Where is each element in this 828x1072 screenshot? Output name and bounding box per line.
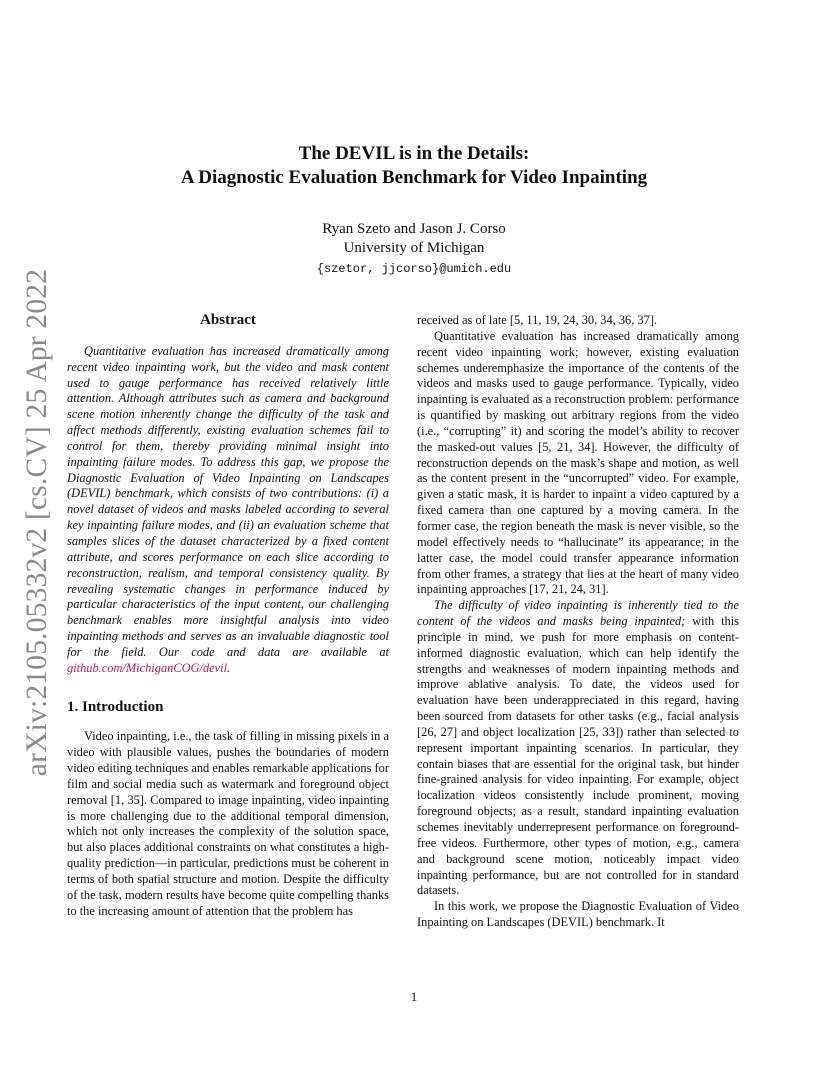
code-link[interactable]: github.com/MichiganCOG/devil [67,660,228,675]
left-column [67,313,389,920]
title-line-2: A Diagnostic Evaluation Benchmark for Video Inpainting [180,167,648,188]
paper-title [0,142,828,190]
abstract-heading: Abstract [200,312,256,328]
right-paragraph-0: received as of late [5, 11, 19, 24, 30, 34, 36, 37]. [417,313,658,327]
right-column [417,313,739,931]
right-paragraph-2 [417,598,739,899]
arxiv-stamp [18,268,58,776]
author-email: {szetor, jjcorso}@umich.edu [316,262,512,276]
abstract-section [67,313,389,677]
arxiv-identifier: arXiv:2105.05332v2 [cs.CV] 25 Apr 2022 [21,268,54,776]
introduction-heading: 1. Introduction [67,698,164,715]
abstract-end: . [227,660,231,675]
right-paragraph-3: In this work, we propose the Diagnostic Evaluation of Video Inpainting on Landscapes (DEVIL) benchmark. It [417,899,739,930]
author-block [0,220,828,279]
author-names: Ryan Szeto and Jason J. Corso [322,221,506,237]
right-paragraph-2-body: with this principle in mind, we push for more emphasis on content-informed diagnostic evaluation, which can help identify the strengths and weaknesses of modern inpainting methods and improve ablative analysis. To date, the videos used for evaluation have been underappreciated in this regard, having been sourced from datasets for other tasks (e.g., facial analysis [26, 27] and object localization [25, 33]) rather than selected to represent important inpainting scenarios. In particular, they contain biases that are essential for the original task, but hinder fine-grained analysis for video inpainting. For example, object localization videos consistently include prominent, moving foreground objects; as a result, standard inpainting evaluation schemes inevitably underrepresent performance on foreground-free videos. Furthermore, other types of motion, e.g., camera and background scene motion, noticeably impact video inpainting performance, but are not controlled for in standard datasets. [417,614,739,898]
title-line-1: The DEVIL is in the Details: [298,143,530,164]
abstract-text [67,344,389,677]
page-number: 1 [410,990,418,1004]
introduction-paragraph-1: Video inpainting, i.e., the task of filling in missing pixels in a video with plausible values, pushes the boundaries of modern video editing techniques and enables remarkable applications for film and social media such as watermark and foreground object removal [1, 35]. Compared to image inpainting, video inpainting is more challenging due to the additional temporal dimension, which not only increases the complexity of the solution space, but also places additional constraints on what constitutes a high-quality prediction—in particular, predictions must be coherent in terms of both spatial structure and motion. Despite the difficulty of the task, modern results have become quite compelling thanks to the increasing amount of attention that the problem has [67,729,389,918]
right-paragraph-2-emphasis: The difficulty of video inpainting is inherently tied to the content of the videos and masks being inpainted; [417,598,739,629]
right-paragraph-1: Quantitative evaluation has increased dramatically among recent video inpainting work; however, existing evaluation schemes underemphasize the importance of the contents of the videos and masks used to gauge performance. Typically, video inpainting is evaluated as a reconstruction problem: performance is quantified by masking out arbitrary regions from the video (i.e., “corrupting” it) and scoring the model’s ability to recover the masked-out values [5, 21, 34]. However, the difficulty of reconstruction depends on the mask’s shape and motion, as well as the content present in the “uncorrupted” video. For example, given a static mask, it is harder to inpaint a video captured by a fixed camera than one captured by a moving camera. In the former case, the region beneath the mask is never visible, so the model effectively needs to “hallucinate” its appearance; in the latter case, the model could transfer appearance information from other frames, a strategy that lies at the heart of many video inpainting approaches [17, 21, 24, 31]. [417,328,739,597]
author-affiliation: University of Michigan [343,240,485,256]
abstract-body: Quantitative evaluation has increased dramatically among recent video inpainting work, but the video and mask content used to gauge performance has received relatively little attention. Although attributes such as camera and background scene motion inherently change the difficulty of the task and affect methods differently, existing evaluation schemes fail to control for them, thereby providing minimal insight into inpainting failure modes. To address this gap, we propose the Diagnostic Evaluation of Video Inpainting on Landscapes (DEVIL) benchmark, which consists of two contributions: (i) a novel dataset of videos and masks labeled according to several key inpainting failure modes, and (ii) an evaluation scheme that samples slices of the dataset characterized by a fixed content attribute, and scores performance on each slice according to reconstruction, realism, and temporal consistency quality. By revealing systematic changes in performance induced by particular characteristics of the input content, our challenging benchmark enables more insightful analysis into video inpainting methods and serves as an invaluable diagnostic tool for the field. Our code and data are available at [67,343,389,659]
